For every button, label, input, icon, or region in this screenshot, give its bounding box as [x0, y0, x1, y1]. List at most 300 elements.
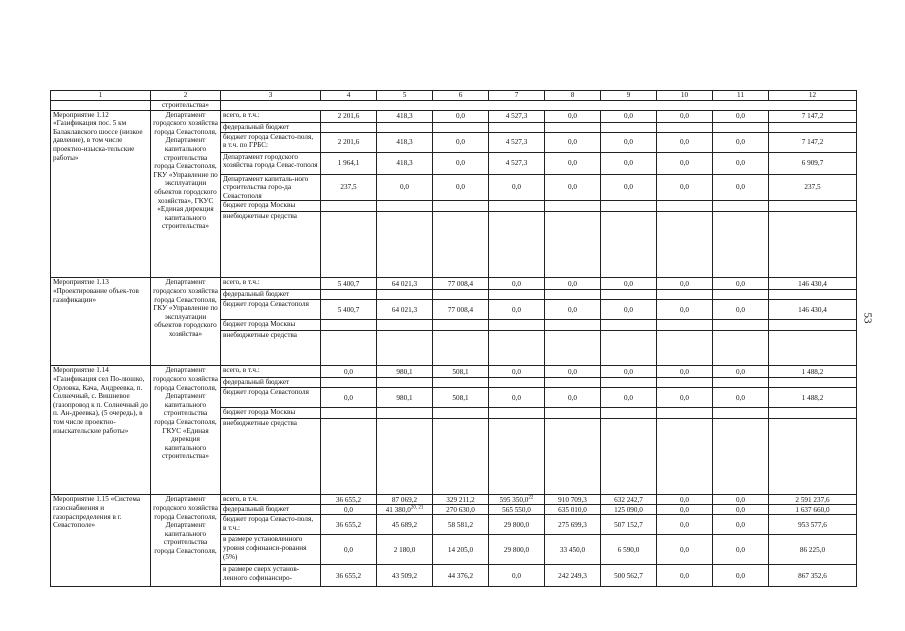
- value-cell: [769, 122, 857, 132]
- value-cell: [545, 110, 601, 122]
- value-text: 0,0: [736, 505, 745, 514]
- value-text: 5 400,7: [337, 279, 360, 288]
- value-cell: [377, 388, 433, 408]
- value-cell: [489, 515, 545, 535]
- value-cell: [321, 495, 377, 505]
- value-cell: [601, 278, 657, 290]
- value-cell: [321, 408, 377, 419]
- value-cell: [377, 122, 433, 132]
- value-cell: [433, 290, 489, 300]
- value-cell: [489, 320, 545, 331]
- measure-cell: Мероприятие 1.15 «Система газоснабжения и газораспределения в г. Севастополе»: [51, 495, 151, 587]
- value-text: 980,1: [396, 367, 413, 376]
- value-cell: [377, 132, 433, 152]
- value-cell: [601, 388, 657, 408]
- value-cell: [769, 408, 857, 419]
- value-text: 0,0: [512, 279, 521, 288]
- value-cell: [489, 278, 545, 290]
- value-cell: [377, 152, 433, 174]
- value-cell: [713, 152, 769, 174]
- value-cell: [769, 201, 857, 212]
- value-cell: [433, 505, 489, 515]
- value-cell: [377, 201, 433, 212]
- value-text: 418,3: [396, 111, 413, 120]
- value-cell: [545, 212, 601, 278]
- value-cell: [713, 132, 769, 152]
- value-cell: [489, 388, 545, 408]
- value-text: 0,0: [568, 158, 577, 167]
- source-cell: бюджет города Севасто-поля, в т.ч.:: [221, 515, 321, 535]
- value-cell: [601, 132, 657, 152]
- value-cell: [601, 419, 657, 495]
- source-cell: всего, в т.ч.: [221, 495, 321, 505]
- value-text: 146 430,4: [798, 305, 827, 314]
- value-cell: [657, 515, 713, 535]
- value-cell: [433, 408, 489, 419]
- value-cell: [489, 505, 545, 515]
- value-text: 508,1: [452, 367, 469, 376]
- value-cell: [377, 290, 433, 300]
- value-text: 14 205,0: [447, 545, 474, 554]
- value-text: 500 562,7: [614, 571, 643, 580]
- value-cell: [713, 535, 769, 565]
- executor-cell: Департамент городского хозяйства города Севастополя, Департамент капитального строительства города Севастополя,: [151, 495, 221, 587]
- header-cell: 10: [657, 91, 713, 101]
- value-text: 0,0: [568, 137, 577, 146]
- value-text: 0,0: [344, 505, 353, 514]
- source-cell: федеральный бюджет: [221, 290, 321, 300]
- value-text: 0,0: [680, 137, 689, 146]
- header-cell: 6: [433, 91, 489, 101]
- value-cell: [769, 110, 857, 122]
- header-cell: 2: [151, 91, 221, 101]
- value-cell: [377, 535, 433, 565]
- value-cell: [769, 495, 857, 505]
- value-cell: [601, 515, 657, 535]
- value-text: 2 201,6: [337, 111, 360, 120]
- table-row: [51, 110, 857, 122]
- value-cell: [545, 378, 601, 388]
- value-text: 0,0: [680, 183, 689, 192]
- value-cell: [769, 300, 857, 320]
- measure-cell: [51, 101, 151, 111]
- value-text: 0,0: [624, 305, 633, 314]
- source-cell: бюджет города Москвы: [221, 408, 321, 419]
- value-cell: [545, 495, 601, 505]
- executor-cell: Департамент городского хозяйства города Севастополя, ГКУ «Управление по эксплуатации объектов городского хозяйства»: [151, 278, 221, 366]
- page-number: 53: [861, 312, 874, 324]
- value-text: 0,0: [680, 279, 689, 288]
- value-text: 270 630,0: [446, 505, 475, 514]
- value-text: 0,0: [624, 158, 633, 167]
- value-cell: [433, 565, 489, 587]
- value-cell: [657, 122, 713, 132]
- value-text: 44 376,2: [447, 571, 474, 580]
- value-cell: [601, 152, 657, 174]
- value-cell: [657, 132, 713, 152]
- value-text: 910 709,3: [558, 495, 587, 504]
- value-text: 2 591 237,6: [795, 495, 830, 504]
- value-cell: [769, 378, 857, 388]
- value-text: 0,0: [344, 367, 353, 376]
- value-cell: [321, 110, 377, 122]
- value-cell: [489, 110, 545, 122]
- value-text: 507 152,7: [614, 520, 643, 529]
- value-cell: [769, 278, 857, 290]
- value-cell: [769, 331, 857, 366]
- value-text: 635 010,0: [558, 505, 587, 514]
- empty-cell: [221, 101, 857, 111]
- source-cell: федеральный бюджет: [221, 378, 321, 388]
- value-cell: [433, 174, 489, 201]
- value-cell: [433, 212, 489, 278]
- source-cell: бюджет города Севастополя: [221, 388, 321, 408]
- value-text: 0,0: [624, 111, 633, 120]
- value-cell: [377, 320, 433, 331]
- value-text: 87 069,2: [391, 495, 418, 504]
- value-cell: [545, 300, 601, 320]
- value-cell: [657, 212, 713, 278]
- value-cell: [321, 212, 377, 278]
- value-cell: [489, 565, 545, 587]
- value-text: 36 655,2: [335, 520, 362, 529]
- value-cell: [433, 320, 489, 331]
- value-cell: [489, 535, 545, 565]
- value-cell: [377, 565, 433, 587]
- value-text: 1 488,2: [801, 367, 824, 376]
- value-cell: [769, 152, 857, 174]
- value-cell: [657, 408, 713, 419]
- value-cell: [657, 110, 713, 122]
- source-cell: бюджет города Москвы: [221, 320, 321, 331]
- measure-cell: Мероприятие 1.14 «Газификация сел По-люшко, Орловка, Кача, Андреевка, п. Солнечный, с. Вишневое (газопровод к п. Солнечный до п. Ан-дреевка), (5 очередь), в том числе проектно-изыскательские работы»: [51, 366, 151, 495]
- value-text: 0,0: [680, 367, 689, 376]
- executor-cell: строительства»: [151, 101, 221, 111]
- value-cell: [489, 300, 545, 320]
- value-cell: [489, 152, 545, 174]
- value-text: 0,0: [512, 305, 521, 314]
- value-text: 0,0: [456, 137, 465, 146]
- value-text: 41 380,0: [385, 505, 411, 514]
- value-text: 0,0: [680, 545, 689, 554]
- header-cell: 1: [51, 91, 151, 101]
- value-cell: [601, 290, 657, 300]
- value-cell: [377, 366, 433, 378]
- value-cell: [657, 300, 713, 320]
- value-cell: [545, 132, 601, 152]
- value-cell: [545, 535, 601, 565]
- value-text: 242 249,3: [558, 571, 587, 580]
- value-text: 0,0: [512, 367, 521, 376]
- header-cell: 11: [713, 91, 769, 101]
- table-row: [51, 278, 857, 290]
- value-text: 77 008,4: [447, 305, 474, 314]
- value-cell: [545, 278, 601, 290]
- value-cell: [433, 110, 489, 122]
- value-text: 0,0: [512, 183, 521, 192]
- value-text: 7 147,2: [801, 137, 824, 146]
- value-cell: [769, 388, 857, 408]
- value-text: 0,0: [512, 393, 521, 402]
- value-cell: [769, 212, 857, 278]
- value-cell: [713, 408, 769, 419]
- source-cell: всего, в т.ч.:: [221, 278, 321, 290]
- value-cell: [321, 320, 377, 331]
- value-text: 146 430,4: [798, 279, 827, 288]
- value-cell: [657, 366, 713, 378]
- value-text: 0,0: [456, 111, 465, 120]
- value-cell: [657, 278, 713, 290]
- value-cell: [601, 110, 657, 122]
- value-cell: [601, 331, 657, 366]
- value-cell: [321, 201, 377, 212]
- value-cell: [769, 535, 857, 565]
- source-cell: бюджет города Севасто-поля, в т.ч. по ГРБС:: [221, 132, 321, 152]
- value-cell: [433, 378, 489, 388]
- value-text: 0,0: [736, 111, 745, 120]
- value-cell: [321, 331, 377, 366]
- value-cell: [433, 419, 489, 495]
- value-text: 36 655,2: [335, 571, 362, 580]
- value-cell: [657, 201, 713, 212]
- value-cell: [769, 565, 857, 587]
- value-cell: [545, 122, 601, 132]
- value-cell: [601, 408, 657, 419]
- value-cell: [321, 278, 377, 290]
- value-cell: [769, 290, 857, 300]
- value-text: 0,0: [680, 111, 689, 120]
- value-text: 43 509,2: [391, 571, 418, 580]
- header-cell: 12: [769, 91, 857, 101]
- value-cell: [769, 515, 857, 535]
- value-cell: [657, 378, 713, 388]
- value-cell: [321, 122, 377, 132]
- value-cell: [433, 331, 489, 366]
- value-cell: [433, 278, 489, 290]
- value-cell: [321, 535, 377, 565]
- value-cell: [377, 505, 433, 515]
- value-cell: [321, 515, 377, 535]
- value-cell: [769, 132, 857, 152]
- measure-cell: Мероприятие 1.13 «Проектирование объек-тов газификации»: [51, 278, 151, 366]
- value-text: 0,0: [568, 393, 577, 402]
- value-text: 0,0: [568, 183, 577, 192]
- value-cell: [713, 331, 769, 366]
- value-cell: [545, 388, 601, 408]
- value-cell: [377, 278, 433, 290]
- value-text: 2 201,6: [337, 137, 360, 146]
- value-text: 4 527,3: [505, 137, 528, 146]
- value-cell: [713, 110, 769, 122]
- value-cell: [657, 331, 713, 366]
- value-cell: [545, 201, 601, 212]
- value-cell: [769, 505, 857, 515]
- value-cell: [321, 300, 377, 320]
- value-text: 0,0: [736, 545, 745, 554]
- value-text: 1 964,1: [337, 158, 360, 167]
- value-text: 77 008,4: [447, 279, 474, 288]
- footnote-mark: 22: [528, 495, 534, 501]
- value-cell: [657, 505, 713, 515]
- table-row: [51, 366, 857, 378]
- value-cell: [657, 535, 713, 565]
- value-cell: [657, 565, 713, 587]
- value-text: 0,0: [680, 571, 689, 580]
- value-text: 0,0: [624, 393, 633, 402]
- header-cell: 5: [377, 91, 433, 101]
- source-cell: внебюджетные средства: [221, 212, 321, 278]
- value-text: 0,0: [512, 571, 521, 580]
- value-text: 867 352,6: [798, 571, 827, 580]
- value-cell: [545, 419, 601, 495]
- value-cell: [713, 366, 769, 378]
- executor-cell: Департамент городского хозяйства города Севастополя, Департамент капитального строительства города Севастополя, ГКУ «Управление по эксплуатации объектов городского хозяйства», ГКУС «Единая дирекция капитального строительства»: [151, 110, 221, 278]
- value-cell: [657, 388, 713, 408]
- value-cell: [489, 419, 545, 495]
- value-cell: [713, 419, 769, 495]
- value-text: 4 527,3: [505, 158, 528, 167]
- value-cell: [321, 388, 377, 408]
- value-cell: [601, 174, 657, 201]
- value-cell: [377, 419, 433, 495]
- value-text: 29 800,0: [503, 545, 530, 554]
- value-cell: [713, 378, 769, 388]
- value-cell: [489, 408, 545, 419]
- value-cell: [489, 201, 545, 212]
- source-cell: внебюджетные средства: [221, 419, 321, 495]
- value-text: 275 699,3: [558, 520, 587, 529]
- value-text: 0,0: [456, 183, 465, 192]
- value-text: 0,0: [736, 367, 745, 376]
- value-cell: [713, 122, 769, 132]
- value-text: 0,0: [624, 367, 633, 376]
- value-cell: [601, 122, 657, 132]
- value-text: 953 577,6: [798, 520, 827, 529]
- value-cell: [713, 565, 769, 587]
- table-row: [51, 495, 857, 505]
- footnote-mark: 20, 21: [410, 505, 424, 511]
- value-cell: [601, 212, 657, 278]
- value-cell: [489, 366, 545, 378]
- executor-cell: Департамент городского хозяйства города Севастополя, Департамент капитального строительства города Севастополя, ГКУС «Единая дирекция капитального строительства»: [151, 366, 221, 495]
- value-cell: [545, 366, 601, 378]
- value-cell: [601, 495, 657, 505]
- source-cell: федеральный бюджет: [221, 122, 321, 132]
- value-cell: [321, 174, 377, 201]
- header-cell: 9: [601, 91, 657, 101]
- value-cell: [601, 201, 657, 212]
- measure-cell: Мероприятие 1.12 «Газификация пос. 5 км Балаклавского шоссе (низкое давление), в том числе проектно-изыска-тельские работы»: [51, 110, 151, 278]
- value-text: 595 350,0: [499, 495, 529, 504]
- value-text: 0,0: [736, 520, 745, 529]
- value-cell: [713, 515, 769, 535]
- value-cell: [713, 278, 769, 290]
- value-text: 0,0: [736, 571, 745, 580]
- value-text: 86 225,0: [799, 545, 826, 554]
- value-text: 0,0: [568, 111, 577, 120]
- value-text: 58 581,2: [447, 520, 474, 529]
- value-cell: [321, 366, 377, 378]
- value-cell: [489, 174, 545, 201]
- value-text: 237,5: [804, 183, 821, 192]
- value-text: 36 655,2: [335, 495, 362, 504]
- value-text: 0,0: [344, 545, 353, 554]
- value-cell: [489, 132, 545, 152]
- source-cell: Департамент городского хозяйства города Севас-тополя: [221, 152, 321, 174]
- value-text: 0,0: [624, 183, 633, 192]
- value-cell: [321, 290, 377, 300]
- value-cell: [377, 331, 433, 366]
- source-cell: внебюджетные средства: [221, 331, 321, 366]
- value-text: 0,0: [736, 495, 745, 504]
- value-cell: [657, 419, 713, 495]
- value-cell: [433, 201, 489, 212]
- value-cell: [601, 300, 657, 320]
- value-text: 0,0: [680, 505, 689, 514]
- funding-table: [50, 90, 857, 587]
- value-cell: [377, 110, 433, 122]
- value-text: 33 450,0: [559, 545, 586, 554]
- value-text: 1 637 660,0: [795, 505, 830, 514]
- value-cell: [433, 388, 489, 408]
- value-text: 980,1: [396, 393, 413, 402]
- value-cell: [433, 132, 489, 152]
- value-cell: [545, 152, 601, 174]
- value-cell: [713, 320, 769, 331]
- value-cell: [321, 505, 377, 515]
- value-cell: [321, 132, 377, 152]
- value-cell: [545, 174, 601, 201]
- value-cell: [657, 290, 713, 300]
- value-cell: [433, 122, 489, 132]
- value-text: 0,0: [568, 305, 577, 314]
- value-text: 0,0: [736, 279, 745, 288]
- value-text: 0,0: [624, 137, 633, 146]
- value-cell: [489, 331, 545, 366]
- value-text: 5 400,7: [337, 305, 360, 314]
- value-cell: [713, 495, 769, 505]
- value-text: 4 527,3: [505, 111, 528, 120]
- value-cell: [433, 366, 489, 378]
- value-text: 508,1: [452, 393, 469, 402]
- value-text: 0,0: [456, 158, 465, 167]
- source-cell: в размере сверх установ-ленного софинансиро-: [221, 565, 321, 587]
- header-cell: 3: [221, 91, 321, 101]
- value-text: 329 211,2: [446, 495, 475, 504]
- value-cell: [433, 535, 489, 565]
- value-cell: [377, 212, 433, 278]
- value-text: 6 590,0: [617, 545, 640, 554]
- value-text: 7 147,2: [801, 111, 824, 120]
- value-cell: [601, 366, 657, 378]
- header-cell: 4: [321, 91, 377, 101]
- value-text: 64 021,3: [391, 305, 418, 314]
- source-cell: в размере установленного уровня софинанси-рования (5%): [221, 535, 321, 565]
- value-text: 0,0: [680, 393, 689, 402]
- value-text: 565 550,0: [502, 505, 531, 514]
- value-text: 6 909,7: [801, 158, 824, 167]
- value-cell: [545, 515, 601, 535]
- value-cell: [489, 378, 545, 388]
- value-text: 29 800,0: [503, 520, 530, 529]
- source-cell: всего, в т.ч.:: [221, 110, 321, 122]
- source-cell: всего, в т.ч.:: [221, 366, 321, 378]
- value-text: 0,0: [680, 495, 689, 504]
- header-cell: 7: [489, 91, 545, 101]
- value-text: 0,0: [736, 137, 745, 146]
- value-text: 64 021,3: [391, 279, 418, 288]
- value-text: 0,0: [568, 367, 577, 376]
